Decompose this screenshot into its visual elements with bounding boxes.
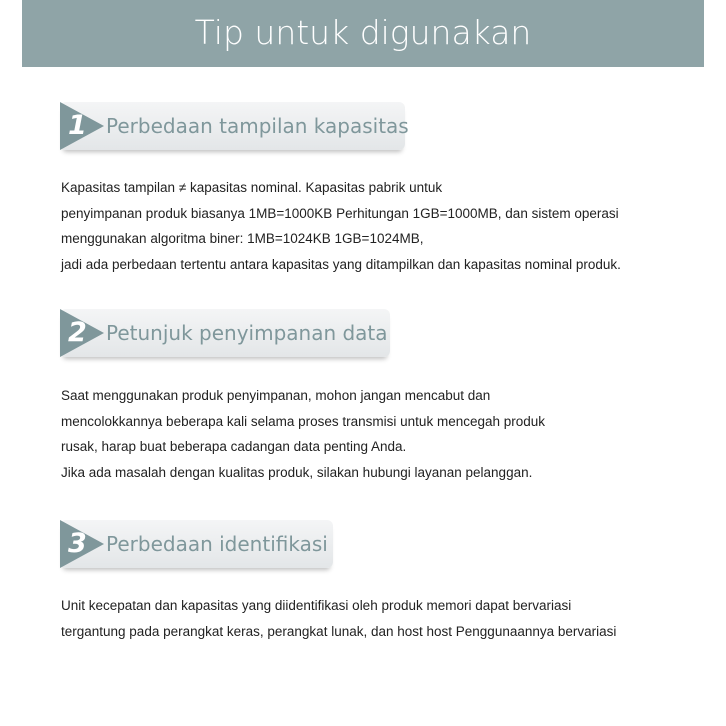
- text-line: Unit kecepatan dan kapasitas yang diidentifikasi oleh produk memori dapat bervariasi: [61, 598, 572, 613]
- section-title: Petunjuk penyimpanan data: [106, 321, 388, 345]
- text-line: mencolokkannya beberapa kali selama proses transmisi untuk mencegah produk: [61, 413, 546, 429]
- section-heading-2: [60, 309, 390, 357]
- text-line: menggunakan algoritma biner: 1MB=1024KB 1GB=1024MB,: [61, 231, 424, 246]
- text-line: jadi ada perbedaan tertentu antara kapasitas yang ditampilkan dan kapasitas nominal produk.: [61, 256, 621, 272]
- section-number: 1: [68, 110, 87, 141]
- text-line: rusak, harap buat beberapa cadangan data penting Anda.: [61, 439, 407, 454]
- text-line: tergantung pada perangkat keras, perangkat lunak, dan host host Penggunaannya bervariasi: [61, 623, 617, 639]
- page-title: Tip untuk digunakan: [22, 0, 704, 67]
- section-body-1: [61, 175, 621, 277]
- section-title: Perbedaan tampilan kapasitas: [106, 114, 409, 138]
- text-line: Saat menggunakan produk penyimpanan, mohon jangan mencabut dan: [61, 388, 491, 403]
- section-heading-1: [60, 102, 409, 150]
- section-heading-3: [60, 520, 333, 568]
- section-number: 2: [68, 317, 87, 348]
- section-number: 3: [68, 528, 87, 559]
- section-title: Perbedaan identifikasi: [106, 532, 328, 556]
- section-body-3: [61, 593, 616, 644]
- text-line: Jika ada masalah dengan kualitas produk, silakan hubungi layanan pelanggan.: [61, 464, 533, 480]
- section-body-2: [61, 383, 545, 485]
- text-line: penyimpanan produk biasanya 1MB=1000KB Perhitungan 1GB=1000MB, dan sistem operasi: [61, 205, 619, 221]
- text-line: Kapasitas tampilan ≠ kapasitas nominal. Kapasitas pabrik untuk: [61, 180, 443, 195]
